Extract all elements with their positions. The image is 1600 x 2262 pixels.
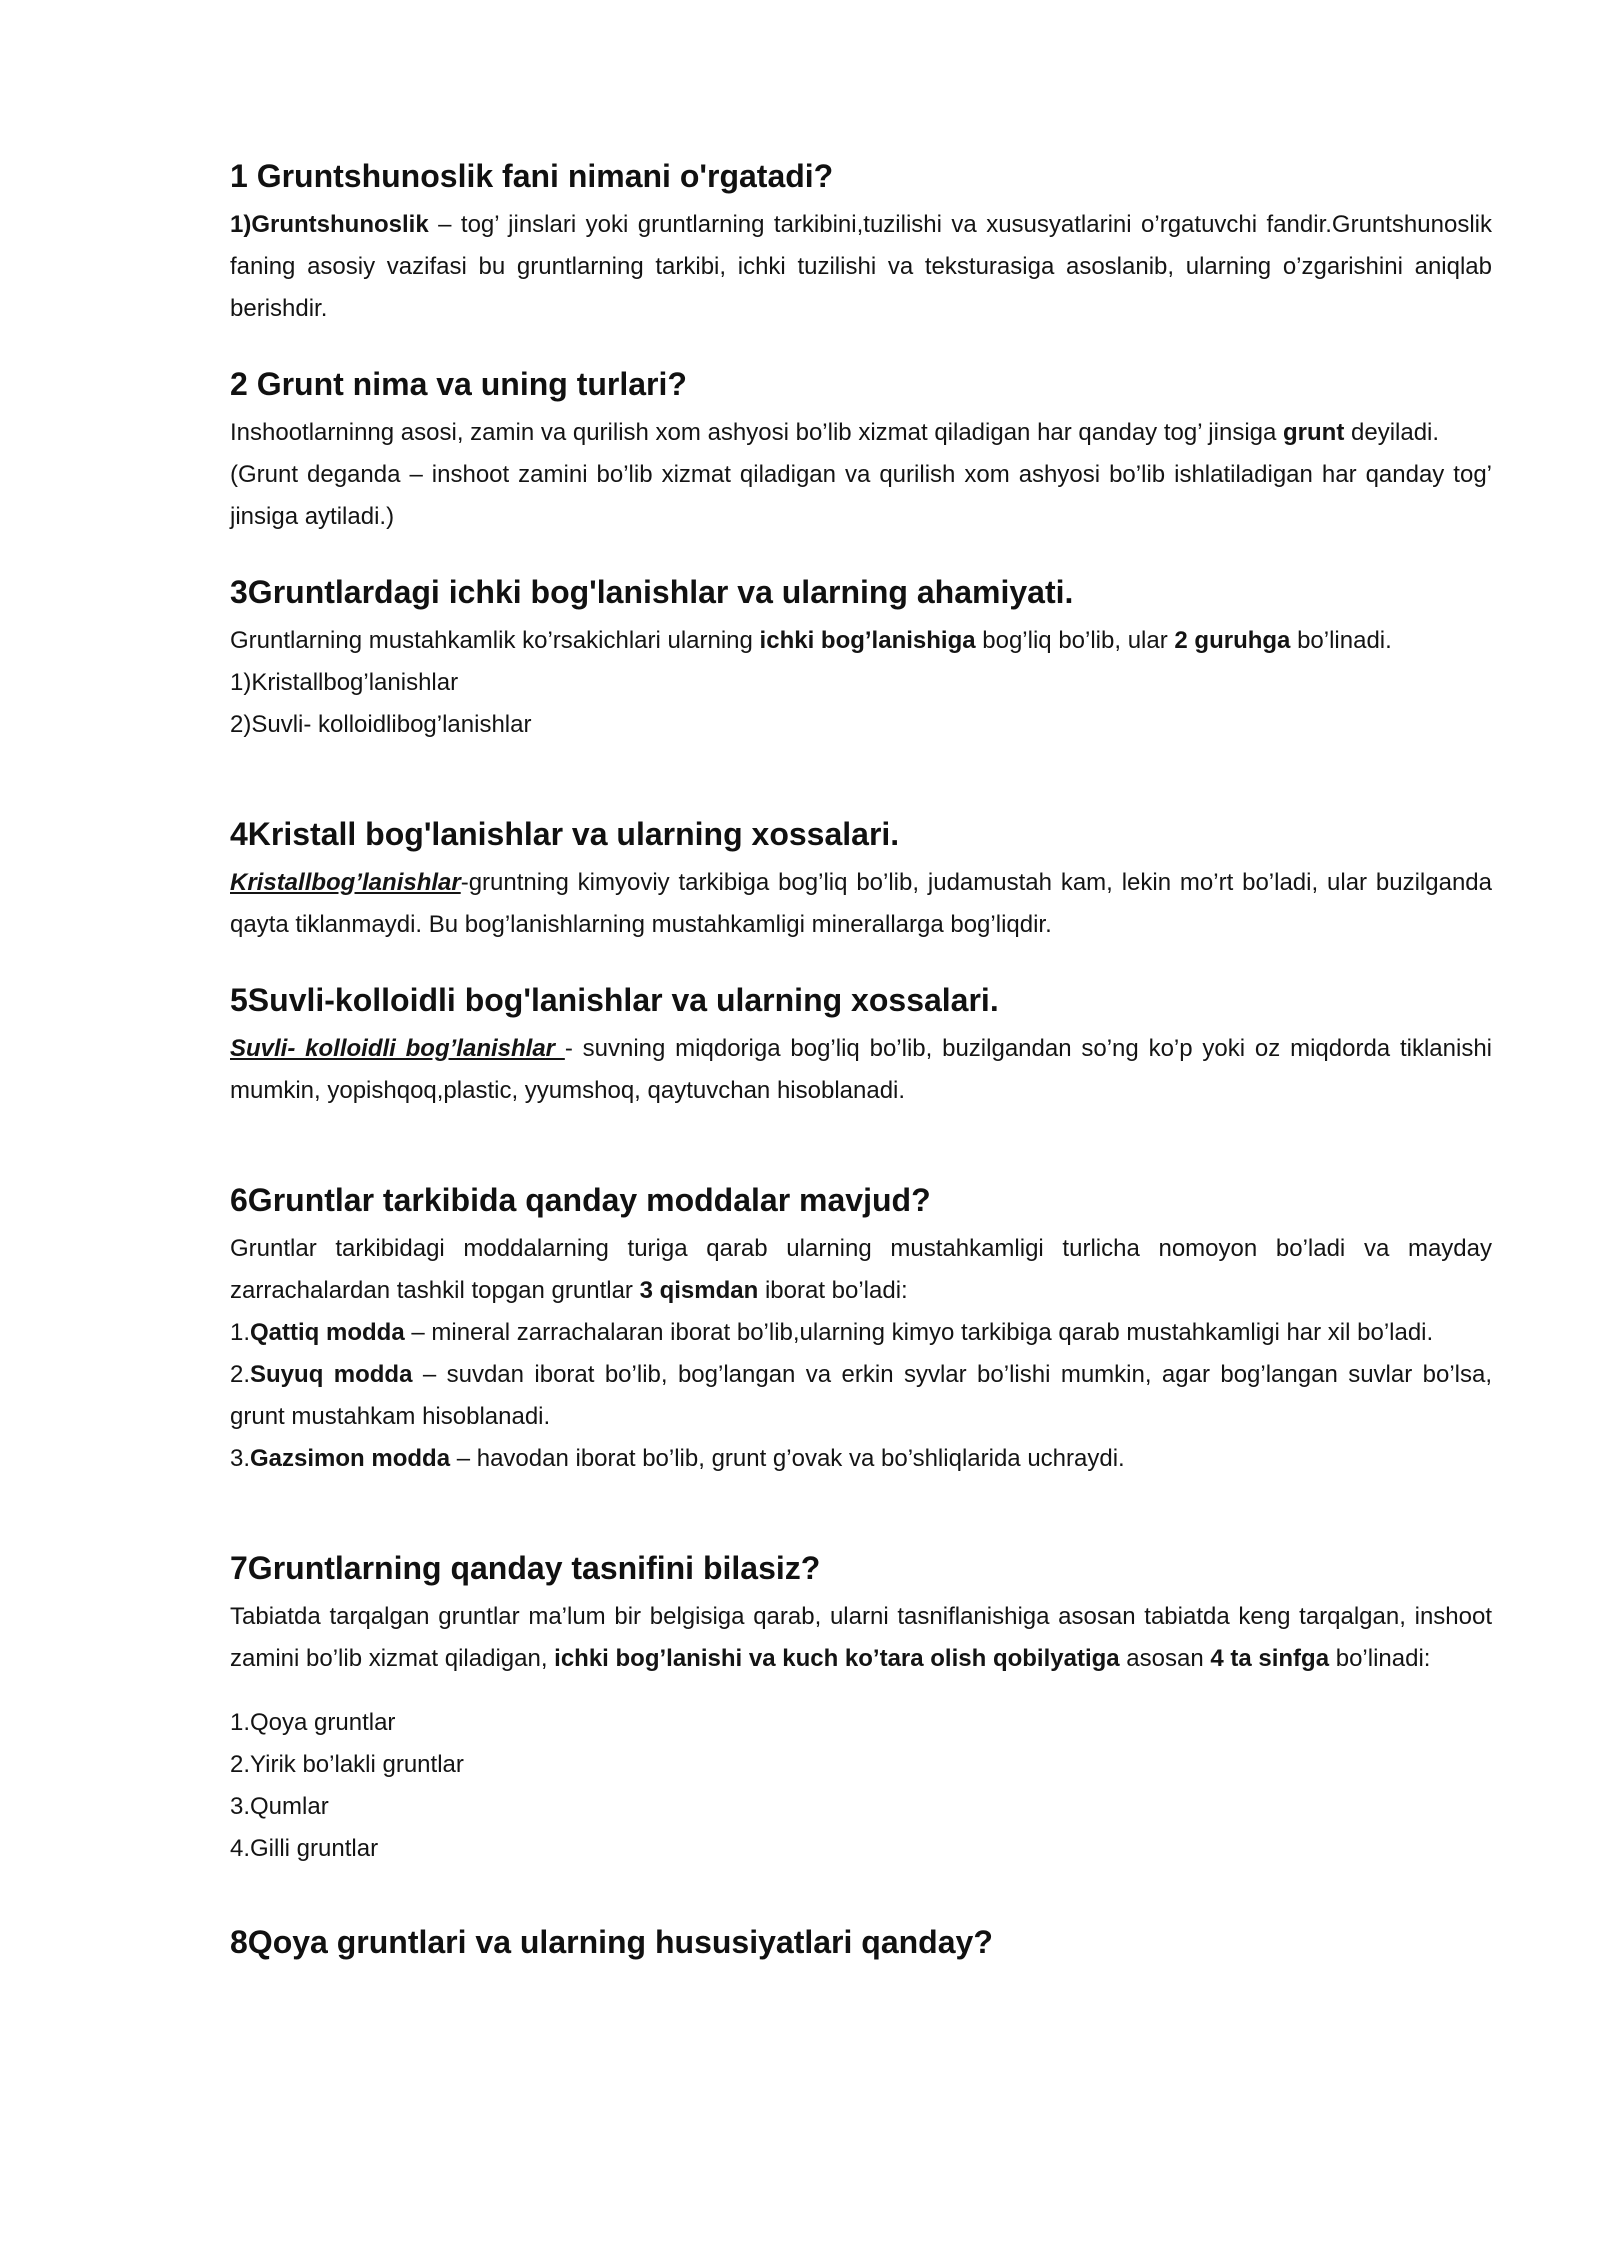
paragraph-q4 [230,862,1492,946]
section-q5 [230,978,1492,1112]
paragraph-q6-item-2 [230,1354,1492,1438]
list-q3 [230,662,1492,746]
heading-q6: 6Gruntlar tarkibida qanday moddalar mavjud? [230,1182,931,1218]
section-q4 [230,812,1492,946]
bold-term: 3 qismdan [639,1277,759,1304]
paragraph-q1 [230,204,1492,330]
heading-q1: 1 Gruntshunoslik fani nimani o'rgatadi? [230,158,834,194]
bold-term: Qattiq modda [250,1319,405,1346]
bold-term: ichki bog’lanishi va kuch ko’tara olish qobilyatiga [554,1645,1120,1672]
list-item: 2)Suvli- kolloidlibog’lanishlar [230,711,532,738]
heading-q7: 7Gruntlarning qanday tasnifini bilasiz? [230,1550,821,1586]
text: – tog’ jinslari yoki gruntlarning tarkibini,tuzilishi va xususyatlarini o’rgatuvchi fandir.Gruntshunoslik faning asosiy vazifasi bu gruntlarning tarkibi, ichki tuzilishi va teksturasiga asoslanib, ularning o’zgarishini aniqlab berishdir. [230,211,1492,322]
section-q8 [230,1920,1492,1964]
text: – suvdan iborat bo’lib, bog’langan va erkin syvlar bo’lishi mumkin, agar bog’langan suvlar bo’lsa, grunt mustahkam hisoblanadi. [230,1361,1493,1430]
heading-q4: 4Kristall bog'lanishlar va ularning xossalari. [230,816,900,852]
list-item: 3.Qumlar [230,1793,329,1820]
heading-q8: 8Qoya gruntlari va ularning hususiyatlari qanday? [230,1924,993,1960]
bold-term: grunt [1283,419,1345,446]
bold-term: 2 guruhga [1174,627,1291,654]
text: Tabiatda tarqalgan gruntlar ma’lum bir belgisiga qarab, ularni tasniflanishiga asosan tabiatda keng tarqalgan, inshoot zamini bo’lib xizmat qiladigan, [230,1603,1492,1672]
heading-q3: 3Gruntlardagi ichki bog'lanishlar va ularning ahamiyati. [230,574,1074,610]
bold-term: ichki bog’lanishiga [759,627,976,654]
text: – havodan iborat bo’lib, grunt g’ovak va bo’shliqlarida uchraydi. [450,1445,1125,1472]
underlined-term: Suvli- kolloidli bog’lanishlar [230,1035,565,1062]
bold-term: 4 ta sinfga [1210,1645,1330,1672]
section-q2 [230,362,1492,538]
paragraph-q2-2: (Grunt deganda – inshoot zamini bo’lib xizmat qiladigan va qurilish xom ashyosi bo’lib ishlatiladigan har qanday tog’ jinsiga aytiladi.) [230,461,1492,530]
item-number: 1. [230,1319,251,1346]
list-item: 1)Kristallbog’lanishlar [230,669,459,696]
text: – mineral zarrachalaran iborat bo’lib,ularning kimyo tarkibiga qarab mustahkamligi har xil bo’ladi. [404,1319,1434,1346]
text: Gruntlarning mustahkamlik ko’rsakichlari ularning [230,627,760,654]
item-number: 2. [230,1361,251,1388]
section-q6 [230,1178,1492,1480]
paragraph-q5 [230,1028,1492,1112]
text: asosan [1119,1645,1211,1672]
paragraph-q6 [230,1228,1492,1312]
heading-q2: 2 Grunt nima va uning turlari? [230,366,687,402]
list-item: 2.Yirik bo’lakli gruntlar [230,1751,464,1778]
paragraph-q2-1 [230,412,1492,454]
item-number: 3. [230,1445,251,1472]
list-q7 [230,1702,1492,1870]
heading-q5: 5Suvli-kolloidli bog'lanishlar va ularning xossalari. [230,982,999,1018]
text: bo’linadi: [1329,1645,1431,1672]
paragraph-q3 [230,620,1492,662]
bold-term: Suyuq modda [250,1361,413,1388]
text: Gruntlar tarkibidagi moddalarning turiga qarab ularning mustahkamligi turlicha nomoyon bo’ladi va mayday zarrachalardan tashkil topgan gruntlar [230,1235,1492,1304]
list-item: 4.Gilli gruntlar [230,1835,379,1862]
text: bo’linadi. [1290,627,1392,654]
text: iborat bo’ladi: [758,1277,908,1304]
section-q1 [230,154,1492,330]
text: - suvning miqdoriga bog’liq bo’lib, buzilgandan so’ng ko’p yoki oz miqdorda tiklanishi mumkin, yopishqoq,plastic, yyumshoq, qaytuvchan hisoblanadi. [230,1035,1492,1104]
underlined-term: Kristallbog’lanishlar [230,869,461,896]
text: -gruntning kimyoviy tarkibiga bog’liq bo’lib, judamustah kam, lekin mo’rt bo’ladi, ular buzilganda qayta tiklanmaydi. Bu bog’lanishlarning mustahkamligi minerallarga bog’liqdir. [230,869,1492,938]
text: bog’liq bo’lib, ular [975,627,1175,654]
bold-term: Gazsimon modda [250,1445,451,1472]
paragraph-q7 [230,1596,1492,1680]
paragraph-q6-item-3 [230,1438,1492,1480]
text: deyiladi. [1344,419,1440,446]
paragraph-q6-item-1 [230,1312,1492,1354]
bold-term: 1)Gruntshunoslik [230,211,429,238]
list-item: 1.Qoya gruntlar [230,1709,396,1736]
section-q3 [230,570,1492,746]
document-page [230,154,1492,1970]
section-q7 [230,1546,1492,1870]
text: Inshootlarninng asosi, zamin va qurilish xom ashyosi bo’lib xizmat qiladigan har qanday tog’ jinsiga [230,419,1284,446]
